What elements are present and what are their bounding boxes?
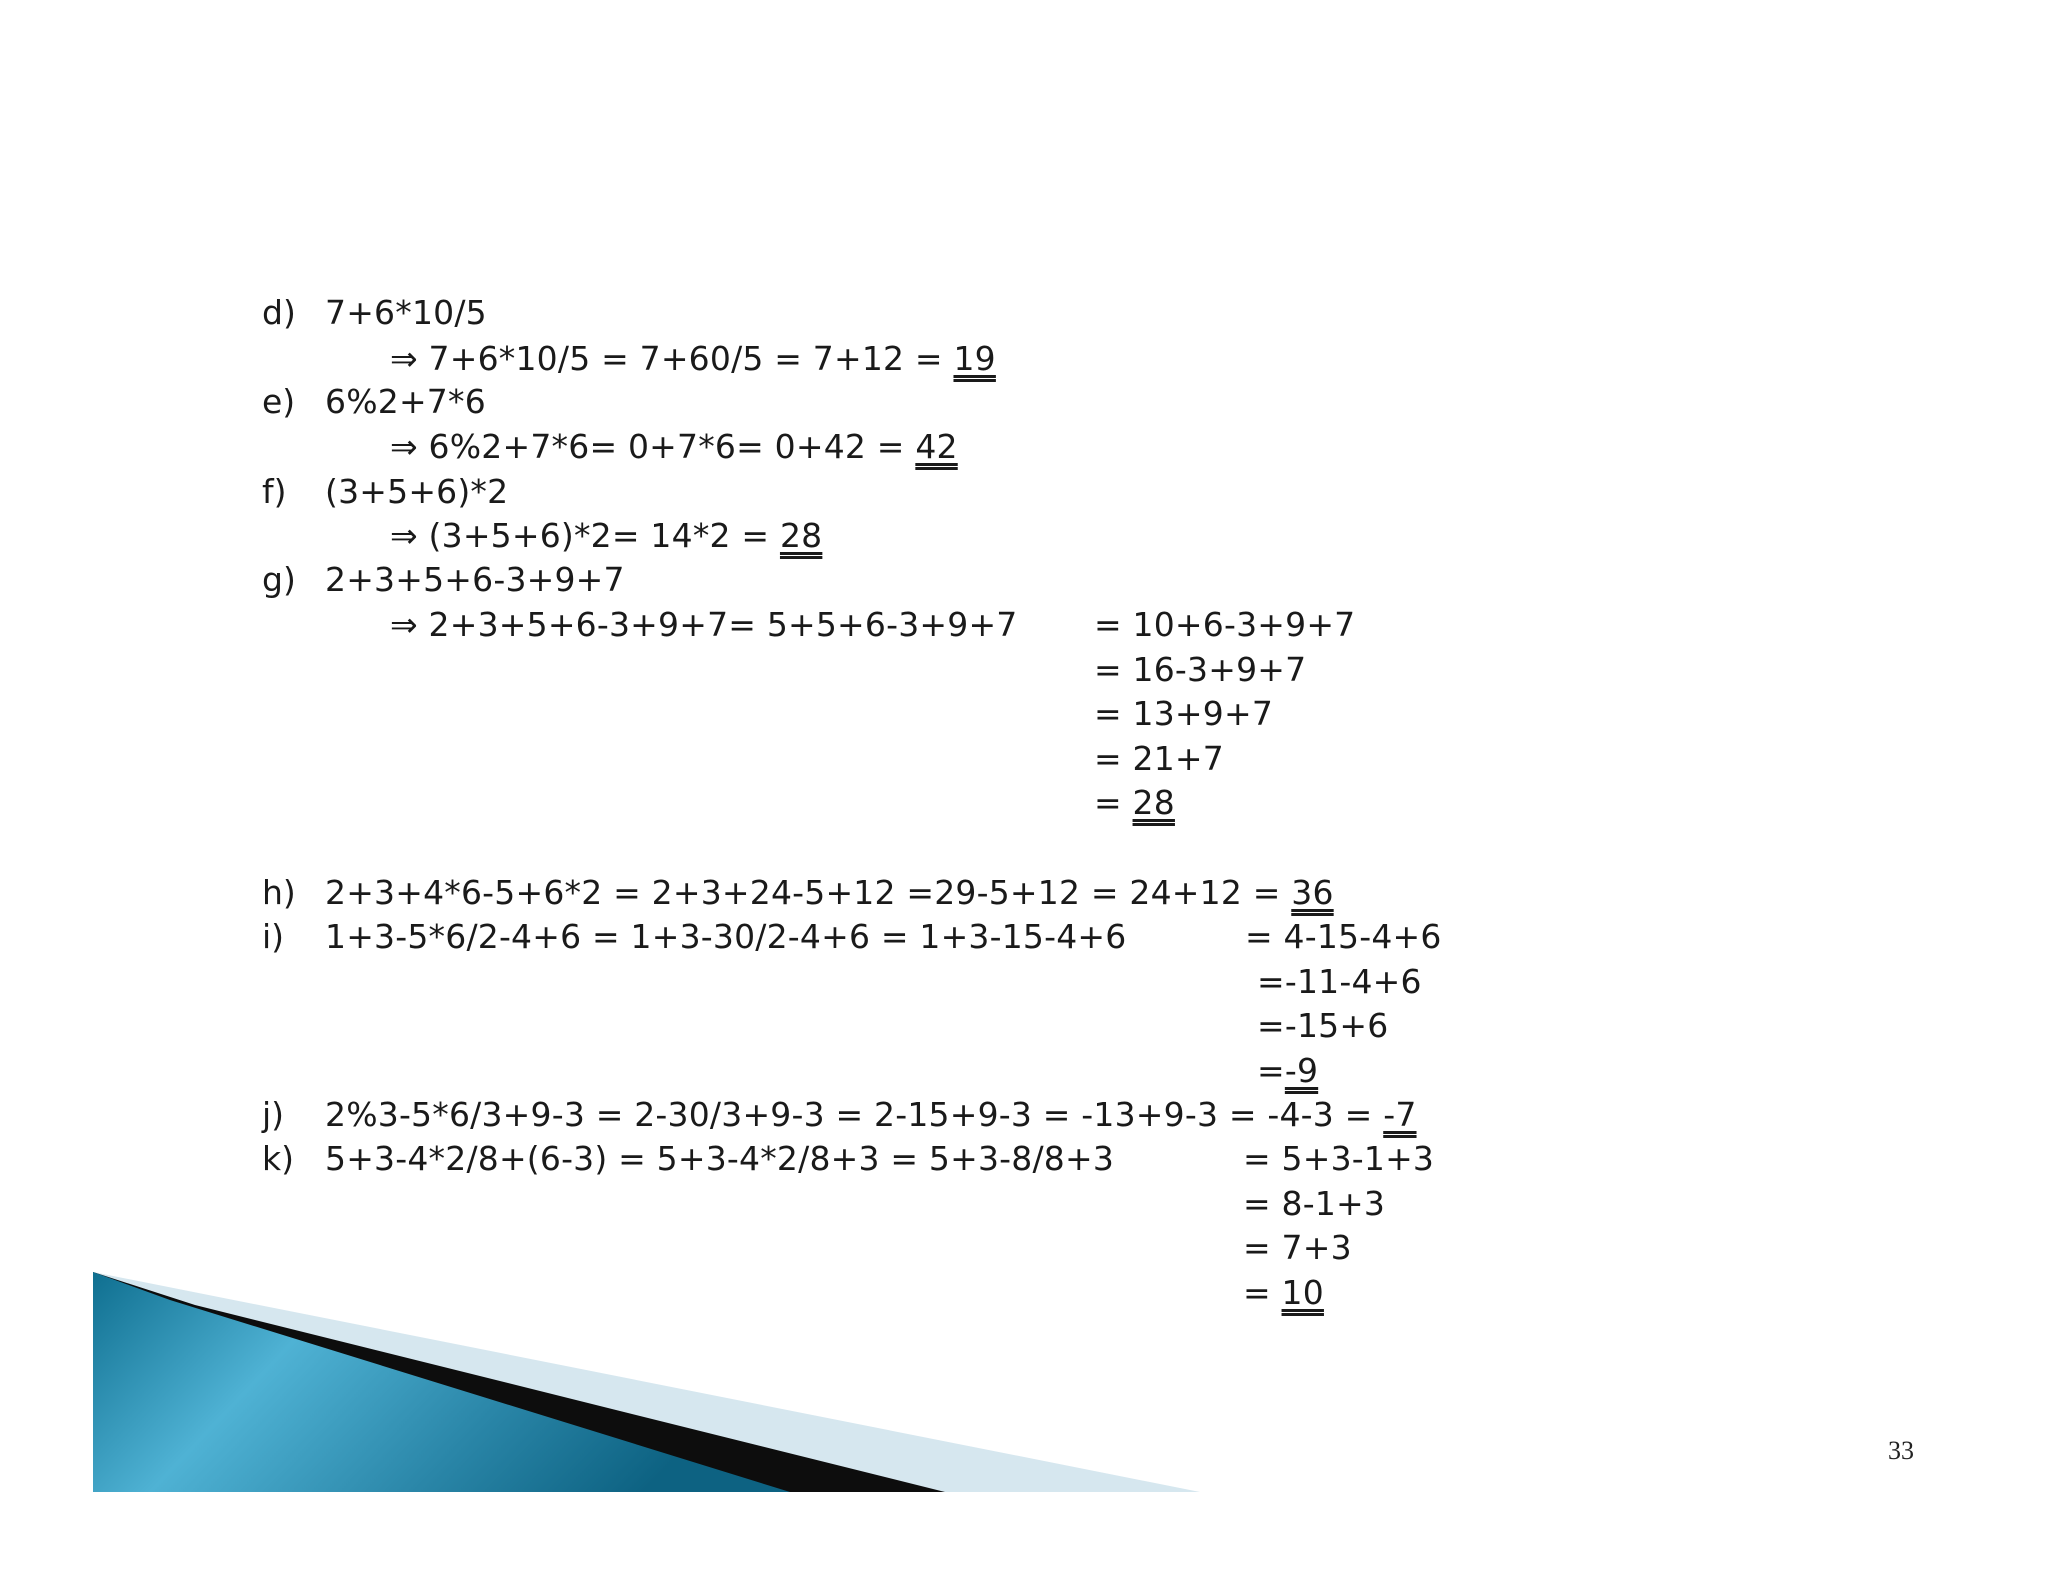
problem-j-label: j) (262, 1095, 285, 1134)
problem-i-step: =-11-4+6 (1257, 962, 1422, 1001)
problem-k-work: 5+3-4*2/8+(6-3) = 5+3-4*2/8+3 = 5+3-8/8+3 (325, 1139, 1115, 1178)
problem-g-work: 2+3+5+6-3+9+7= 5+5+6-3+9+7 (417, 605, 1018, 644)
implies-arrow: ⇒ (390, 427, 418, 466)
problem-e-work: 6%2+7*6= 0+7*6= 0+42 = (417, 427, 916, 466)
problem-i-work: 1+3-5*6/2-4+6 = 1+3-30/2-4+6 = 1+3-15-4+6 (325, 917, 1127, 956)
equals-sign: = (1243, 1273, 1282, 1312)
problem-g-step: = 10+6-3+9+7 (1094, 605, 1356, 644)
problem-g-answer: 28 (1132, 783, 1175, 822)
problem-k-label: k) (262, 1139, 294, 1178)
problem-g-label: g) (262, 560, 296, 599)
problem-h-work: 2+3+4*6-5+6*2 = 2+3+24-5+12 =29-5+12 = 24+12 = (325, 873, 1292, 912)
problem-h-answer: 36 (1291, 873, 1334, 912)
problem-f-label: f) (262, 472, 287, 511)
problem-f-work: (3+5+6)*2= 14*2 = (417, 516, 780, 555)
problem-j-work: 2%3-5*6/3+9-3 = 2-30/3+9-3 = 2-15+9-3 = -13+9-3 = -4-3 = (325, 1095, 1384, 1134)
problem-i-answer: -9 (1284, 1051, 1319, 1090)
problem-d-work: 7+6*10/5 = 7+60/5 = 7+12 = (417, 339, 954, 378)
problem-d-answer: 19 (953, 339, 996, 378)
problem-g-step: = 13+9+7 (1094, 694, 1274, 733)
implies-arrow: ⇒ (390, 339, 418, 378)
implies-arrow: ⇒ (390, 516, 418, 555)
problem-i-step: = 4-15-4+6 (1245, 917, 1442, 956)
problem-g-step: = 21+7 (1094, 739, 1224, 778)
equals-sign: = (1257, 1051, 1285, 1090)
implies-arrow: ⇒ (390, 605, 418, 644)
problem-d-label: d) (262, 293, 296, 332)
problem-e-expression: 6%2+7*6 (325, 382, 486, 421)
problem-f-expression: (3+5+6)*2 (325, 472, 509, 511)
problem-h-label: h) (262, 873, 296, 912)
page-number: 33 (1888, 1436, 1914, 1465)
equals-sign: = (1094, 783, 1133, 822)
problem-k-step: = 8-1+3 (1243, 1184, 1386, 1223)
problem-g-expression: 2+3+5+6-3+9+7 (325, 560, 625, 599)
problem-e-label: e) (262, 382, 296, 421)
problem-f-answer: 28 (779, 516, 823, 555)
problem-k-step: = 7+3 (1243, 1228, 1352, 1267)
problem-k-step: = 5+3-1+3 (1243, 1139, 1435, 1178)
problem-g-step: = 16-3+9+7 (1094, 650, 1307, 689)
problem-k-answer: 10 (1281, 1273, 1324, 1312)
problem-d-expression: 7+6*10/5 (325, 293, 487, 332)
problem-e-answer: 42 (915, 427, 958, 466)
problem-i-label: i) (262, 917, 285, 956)
problem-j-answer: -7 (1383, 1095, 1417, 1134)
problem-i-step: =-15+6 (1257, 1006, 1389, 1045)
